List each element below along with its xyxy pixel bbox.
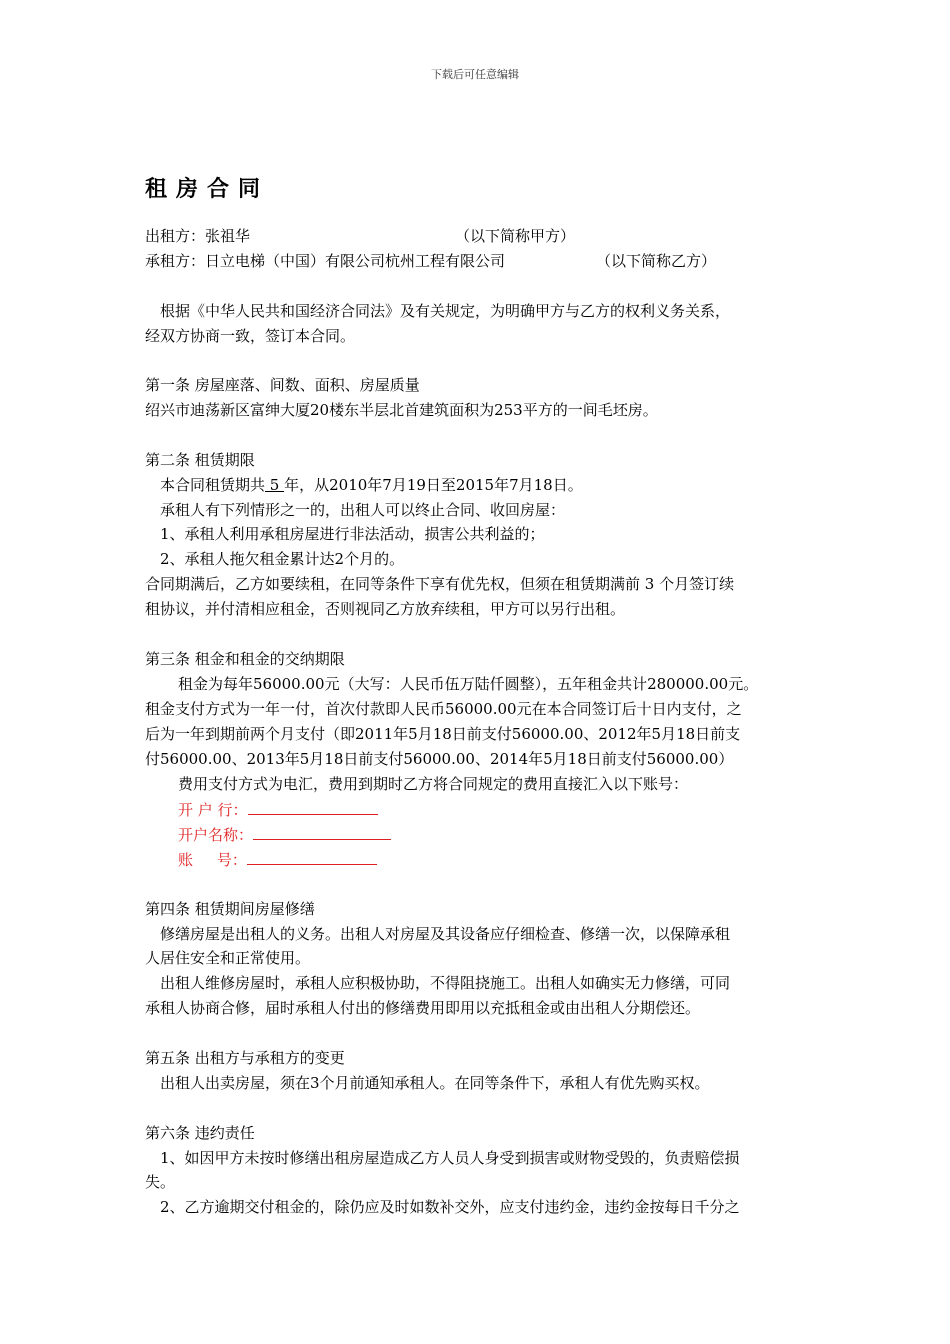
account-name-field (178, 824, 391, 845)
article-2-term-line (160, 475, 583, 495)
article-2-line-4: 2、承租人拖欠租金累计达2个月的。 (160, 550, 405, 568)
article-6-line-2: 失。 (145, 1173, 176, 1191)
article-3-line-3: 后为一年到期前两个月支付（即2011年5月18日前支付56000.00、2012年5月18日前支 (145, 725, 741, 743)
article-1-line-1: 绍兴市迪荡新区富绅大厦20楼东半层北首建筑面积为253平方的一间毛坯房。 (145, 401, 658, 419)
article-4-heading: 第四条 租赁期间房屋修缮 (145, 900, 315, 918)
account-name-blank (253, 824, 391, 840)
intro-line-2: 经双方协商一致，签订本合同。 (145, 327, 356, 345)
account-name-label: 开户名称： (178, 826, 254, 844)
article-2-line-6: 租协议，并付清相应租金，否则视同乙方放弃续租，甲方可以另行出租。 (145, 600, 626, 618)
term-years: 5 (265, 476, 285, 494)
account-number-field (178, 849, 377, 870)
lessee-line: 承租方：日立电梯（中国）有限公司杭州工程有限公司 (145, 252, 506, 270)
account-number-label: 账 号： (178, 851, 247, 869)
term-suffix: 年，从2010年7月19日至2015年7月18日。 (284, 476, 583, 494)
article-4-line-1: 修缮房屋是出租人的义务。出租人对房屋及其设备应仔细检查、修缮一次，以保障承租 (160, 925, 731, 943)
lessee-note: （以下简称乙方） (596, 252, 717, 270)
account-number-blank (247, 849, 377, 865)
article-3-line-5: 费用支付方式为电汇，费用到期时乙方将合同规定的费用直接汇入以下账号： (178, 775, 689, 793)
article-6-line-1: 1、如因甲方未按时修缮出租房屋造成乙方人员人身受到损害或财物受毁的，负责赔偿损 (160, 1149, 740, 1167)
lessor-note: （以下简称甲方） (455, 227, 576, 245)
article-2-heading: 第二条 租赁期限 (145, 451, 255, 469)
lessor-line: 出租方：张祖华 (145, 227, 251, 245)
bank-blank (248, 799, 378, 815)
article-4-line-3: 出租人维修房屋时，承租人应积极协助，不得阻挠施工。出租人如确实无力修缮，可同 (160, 974, 731, 992)
article-2-line-2: 承租人有下列情形之一的，出租人可以终止合同、收回房屋： (160, 501, 566, 519)
article-6-line-3: 2、乙方逾期交付租金的，除仍应及时如数补交外，应支付违约金，违约金按每日千分之 (160, 1198, 740, 1216)
article-1-heading: 第一条 房屋座落、间数、面积、房屋质量 (145, 376, 420, 394)
article-2-line-5: 合同期满后，乙方如要续租，在同等条件下享有优先权，但须在租赁期满前 3 个月签订续 (145, 575, 735, 593)
document-title: 租房合同 (145, 176, 270, 202)
bank-label: 开 户 行： (178, 801, 248, 819)
article-4-line-4: 承租人协商合修，届时承租人付出的修缮费用即用以充抵租金或由出租人分期偿还。 (145, 999, 701, 1017)
article-2-line-3: 1、承租人利用承租房屋进行非法活动，损害公共利益的； (160, 525, 545, 543)
article-3-line-4: 付56000.00、2013年5月18日前支付56000.00、2014年5月18日前支付56000.00） (145, 750, 734, 768)
article-4-line-2: 人居住安全和正常使用。 (145, 949, 311, 967)
bank-field (178, 799, 378, 820)
article-3-line-2: 租金支付方式为一年一付，首次付款即人民币56000.00元在本合同签订后十日内支付，之 (145, 700, 742, 718)
article-3-heading: 第三条 租金和租金的交纳期限 (145, 650, 345, 668)
page-header-note: 下载后可任意编辑 (431, 68, 519, 81)
article-5-line-1: 出租人出卖房屋，须在3个月前通知承租人。在同等条件下，承租人有优先购买权。 (160, 1074, 710, 1092)
term-prefix: 本合同租赁期共 (160, 476, 266, 494)
intro-line-1: 根据《中华人民共和国经济合同法》及有关规定，为明确甲方与乙方的权利义务关系， (160, 302, 731, 320)
article-3-line-1: 租金为每年56000.00元（大写：人民币伍万陆仟圆整），五年租金共计280000.00元。 (178, 675, 759, 693)
article-5-heading: 第五条 出租方与承租方的变更 (145, 1049, 345, 1067)
article-6-heading: 第六条 违约责任 (145, 1124, 255, 1142)
